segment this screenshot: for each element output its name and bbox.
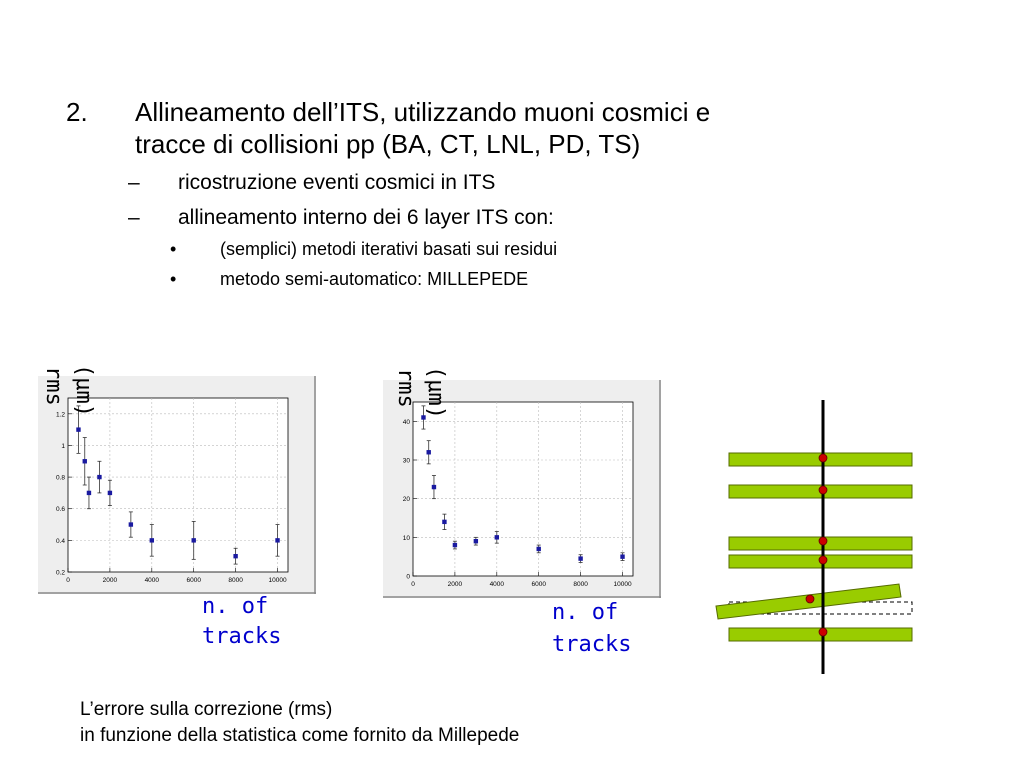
item-text-line2: tracce di collisioni pp (BA, CT, LNL, PD, TS) xyxy=(135,129,641,159)
y-tick-label: 0.2 xyxy=(55,569,65,577)
data-point xyxy=(97,475,101,479)
hit-point-misaligned xyxy=(806,595,814,603)
y-tick-label: 10 xyxy=(402,534,410,542)
sub-bullet-2: – xyxy=(128,206,140,229)
caption-line2: in funzione della statistica come fornito da Millepede xyxy=(80,725,520,746)
data-point xyxy=(578,556,582,560)
data-point xyxy=(453,543,457,547)
y-tick-label: 1 xyxy=(61,442,65,450)
chart2-xlabel-line1: n. of xyxy=(552,600,619,625)
x-tick-label: 4000 xyxy=(489,581,505,588)
hit-point-4 xyxy=(819,556,827,564)
plot-area xyxy=(68,398,288,572)
x-tick-label: 8000 xyxy=(573,581,588,588)
data-point xyxy=(108,491,112,495)
data-point xyxy=(275,538,279,542)
hit-point-1 xyxy=(819,454,827,462)
x-tick-label: 2000 xyxy=(447,581,463,588)
sub-text-2: allineamento interno dei 6 layer ITS con: xyxy=(178,206,554,229)
y-tick-label: 30 xyxy=(402,457,410,465)
subsub-text-2: metodo semi-automatico: MILLEPEDE xyxy=(220,269,529,289)
chart1-xlabel-line2: tracks xyxy=(202,624,282,649)
data-point xyxy=(233,554,237,558)
x-tick-label: 0 xyxy=(411,581,415,588)
chart1-ylabel-unit: (μm) xyxy=(71,364,96,417)
y-tick-label: 1.2 xyxy=(55,411,65,419)
data-point xyxy=(150,538,154,542)
item-number: 2. xyxy=(66,97,88,127)
subsub-text-1: (semplici) metodi iterativi basati sui residui xyxy=(220,239,558,259)
sub-text-1: ricostruzione eventi cosmici in ITS xyxy=(178,171,496,194)
caption-line1: L’errore sulla correzione (rms) xyxy=(80,699,333,720)
plot-area xyxy=(413,402,633,576)
x-tick-label: 0 xyxy=(66,577,70,584)
x-tick-label: 10000 xyxy=(613,581,632,588)
y-tick-label: 20 xyxy=(402,496,410,504)
data-point xyxy=(537,547,541,551)
data-point xyxy=(129,522,133,526)
data-point xyxy=(87,491,91,495)
y-tick-label: 0.6 xyxy=(55,506,65,514)
data-point xyxy=(495,535,499,539)
chart1-xlabel-line1: n. of xyxy=(202,594,269,619)
y-tick-label: 0.8 xyxy=(55,474,65,482)
x-tick-label: 10000 xyxy=(268,577,287,584)
sub-bullet-1: – xyxy=(128,171,140,194)
x-tick-label: 2000 xyxy=(102,577,118,584)
hit-point-3 xyxy=(819,537,827,545)
x-tick-label: 4000 xyxy=(144,577,160,584)
layer-alignment-diagram xyxy=(710,398,920,678)
subsub-bullet-1: • xyxy=(170,239,177,259)
chart2-xlabel-line2: tracks xyxy=(552,632,632,657)
data-point xyxy=(432,485,436,489)
y-tick-label: 0.4 xyxy=(55,537,65,545)
hit-point-6 xyxy=(819,628,827,636)
data-point xyxy=(620,554,624,558)
data-point xyxy=(83,459,87,463)
item-text-line1: Allineamento dell’ITS, utilizzando muoni cosmici e xyxy=(135,97,711,127)
data-point xyxy=(76,427,80,431)
data-point xyxy=(442,520,446,524)
chart2-ylabel-unit: (μm) xyxy=(423,366,448,419)
hit-point-2 xyxy=(819,486,827,494)
data-point xyxy=(427,450,431,454)
chart2-ylabel-rms: rms xyxy=(393,368,418,408)
subsub-bullet-2: • xyxy=(170,269,177,289)
x-tick-label: 6000 xyxy=(186,577,201,584)
chart1-ylabel-rms: rms xyxy=(41,366,66,406)
x-tick-label: 8000 xyxy=(228,577,243,584)
data-point xyxy=(192,538,196,542)
data-point xyxy=(474,539,478,543)
x-tick-label: 6000 xyxy=(531,581,546,588)
y-tick-label: 40 xyxy=(402,418,410,426)
y-tick-label: 0 xyxy=(406,573,410,581)
